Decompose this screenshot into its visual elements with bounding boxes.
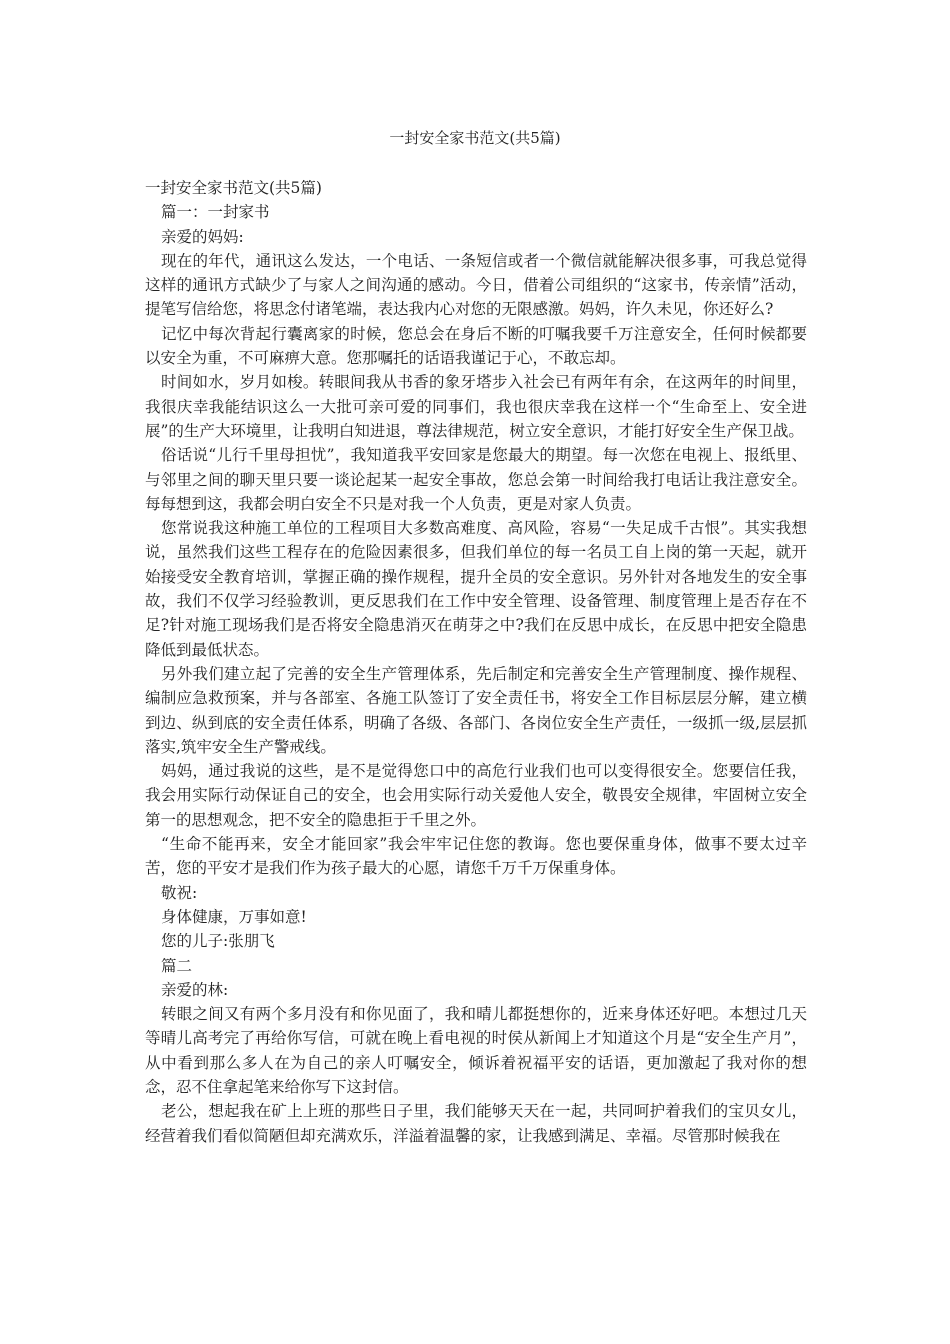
signature-1: 您的儿子:张朋飞	[161, 932, 275, 951]
paragraph: 俗话说“儿行千里母担忧”，我知道我平安回家是您最大的期望。每一次您在电视上、报纸里、与邻里之间的聊天里只要一谈论起某一起安全事故，您总会第一时间给我打电话让我注意安全。每每想到这，我都会明白安全不只是对我一个人负责，更是对家人负责。	[145, 446, 807, 513]
part1-heading: 篇一：一封家书	[161, 203, 270, 222]
document-body	[145, 176, 807, 1148]
part2-heading: 篇二	[161, 956, 193, 975]
paragraph: 现在的年代，通讯这么发达，一个电话、一条短信或者一个微信就能解决很多事，可我总觉得这样的通讯方式缺少了与家人之间沟通的感动。今日，借着公司组织的“这家书，传亲情”活动，提笔写信给您，将思念付诸笔端，表达我内心对您的无限感激。妈妈，许久未见，你还好么?	[145, 251, 807, 319]
paragraph: 老公，想起我在矿上上班的那些日子里，我们能够天天在一起，共同呵护着我们的宝贝女儿，经营着我们看似简陋但却充满欢乐，洋溢着温馨的家，让我感到满足、幸福。尽管那时候我在	[145, 1102, 807, 1145]
paragraph: 时间如水，岁月如梭。转眼间我从书香的象牙塔步入社会已有两年有余，在这两年的时间里，我很庆幸我能结识这么一大批可亲可爱的同事们，我也很庆幸我在这样一个“生命至上、安全进展”的生产大环境里，让我明白知进退，尊法律规范，树立安全意识，才能打好安全生产保卫战。	[145, 373, 807, 440]
header-title: 一封安全家书范文(共5篇)	[389, 129, 561, 147]
paragraph: 您常说我这种施工单位的工程项目大多数高难度、高风险，容易“一失足成千古恨”。其实我想说，虽然我们这些工程存在的危险因素很多，但我们单位的每一名员工自上岗的第一天起，就开始接受安全教育培训，掌握正确的操作规程，提升全员的安全意识。另外针对各地发生的安全事故，我们不仅学习经验教训，更反思我们在工作中安全管理、设备管理、制度管理上是否存在不足?针对施工现场我们是否将安全隐患消灭在萌芽之中?我们在反思中成长，在反思中把安全隐患降低到最低状态。	[145, 519, 807, 659]
wish-1: 身体健康，万事如意!	[161, 907, 307, 926]
salutation-2: 亲爱的林:	[161, 980, 229, 999]
paragraph: 记忆中每次背起行囊离家的时候，您总会在身后不断的叮嘱我要千万注意安全，任何时候都要以安全为重，不可麻痹大意。您那嘱托的话语我谨记于心，不敢忘却。	[145, 324, 807, 368]
paragraph: 妈妈，通过我说的这些，是不是觉得您口中的高危行业我们也可以变得很安全。您要信任我，我会用实际行动保证自己的安全，也会用实际行动关爱他人安全，敬畏安全规律，牢固树立安全第一的思想观念，把不安全的隐患拒于千里之外。	[145, 762, 807, 829]
doc-title: 一封安全家书范文(共5篇)	[145, 179, 322, 197]
paragraph: 转眼之间又有两个多月没有和你见面了，我和晴儿都挺想你的，近来身体还好吧。本想过几天等晴儿高考完了再给你写信，可就在晚上看电视的时侯从新闻上才知道这个月是“安全生产月”，从中看到那么多人在为自己的亲人叮嘱安全，倾诉着祝福平安的话语，更加激起了我对你的想念，忍不住拿起笔来给你写下这封信。	[145, 1005, 807, 1096]
salutation-1: 亲爱的妈妈:	[161, 227, 244, 246]
paragraph: 另外我们建立起了完善的安全生产管理体系，先后制定和完善安全生产管理制度、操作规程、编制应急救预案，并与各部室、各施工队签订了安全责任书，将安全工作目标层层分解，建立横到边、纵到底的安全责任体系，明确了各级、各部门、各岗位安全生产责任，一级抓一级,层层抓落实,筑牢安全生产警戒线。	[145, 664, 807, 756]
closing-1: 敬祝:	[161, 883, 198, 902]
paragraph: “生命不能再来，安全才能回家”我会牢牢记住您的教诲。您也要保重身体，做事不要太过辛苦，您的平安才是我们作为孩子最大的心愿，请您千万千万保重身体。	[145, 835, 807, 878]
